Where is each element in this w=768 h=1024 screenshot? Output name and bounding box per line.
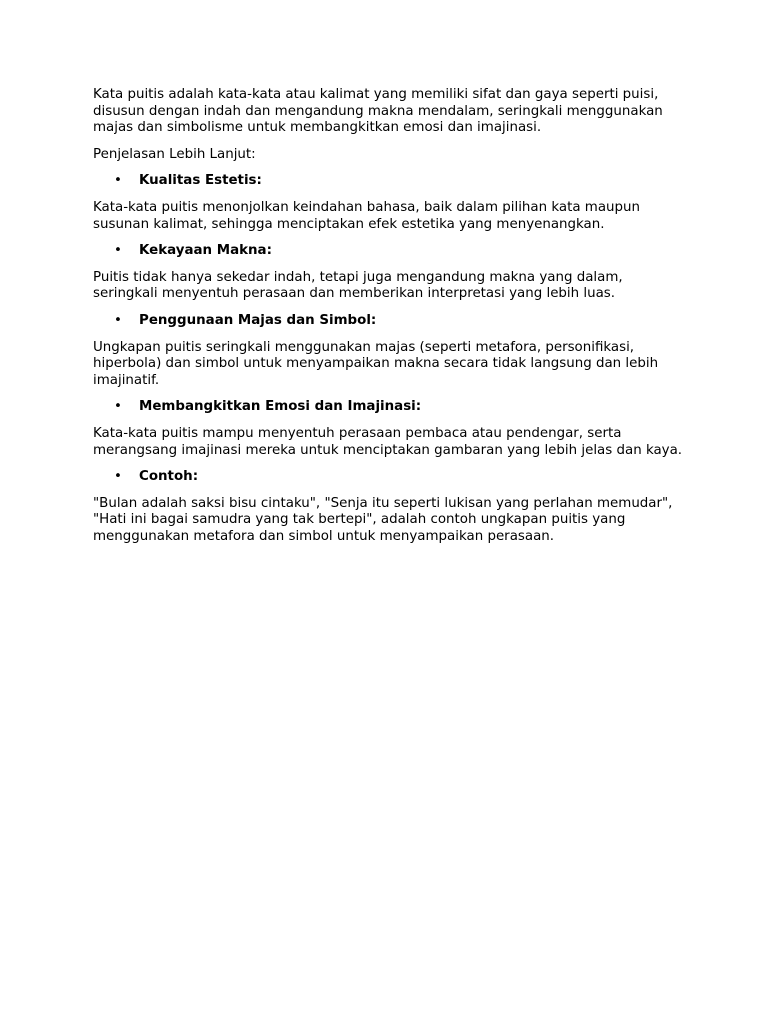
section-heading-text: Penggunaan Majas dan Simbol:	[139, 312, 377, 328]
section-heading-majas-simbol	[93, 313, 683, 330]
lead-paragraph: Penjelasan Lebih Lanjut:	[93, 146, 256, 162]
section-heading-text: Contoh:	[139, 469, 199, 485]
section-body-contoh: "Bulan adalah saksi bisu cintaku", "Senja itu seperti lukisan yang perlahan memudar", "Hati ini bagai samudra yang tak bertepi", adalah contoh ungkapan puitis yang menggunakan metafora dan simbol untuk menyampaikan perasaan.	[93, 495, 673, 544]
intro-paragraph: Kata puitis adalah kata-kata atau kalimat yang memiliki sifat dan gaya seperti puisi, disusun dengan indah dan mengandung makna mendalam, seringkali menggunakan majas dan simbolisme untuk membangkitkan emosi dan imajinasi.	[93, 87, 663, 136]
section-heading-contoh	[93, 469, 683, 486]
section-body-emosi-imajinasi: Kata-kata puitis mampu menyentuh perasaan pembaca atau pendengar, serta merangsang imajinasi mereka untuk menciptakan gambaran yang lebih jelas dan kaya.	[93, 425, 683, 458]
bullet-icon: •	[114, 399, 122, 415]
section-list-2	[93, 243, 683, 260]
section-heading-emosi-imajinasi	[93, 399, 683, 416]
bullet-icon: •	[114, 243, 122, 259]
section-list-5	[93, 469, 683, 486]
section-list-3	[93, 313, 683, 330]
section-heading-kekayaan-makna	[93, 243, 683, 260]
section-body-majas-simbol: Ungkapan puitis seringkali menggunakan majas (seperti metafora, personifikasi, hiperbola) dan simbol untuk menyampaikan makna secara tidak langsung dan lebih imajinatif.	[93, 339, 659, 388]
section-body-kualitas-estetis: Kata-kata puitis menonjolkan keindahan bahasa, baik dalam pilihan kata maupun susunan kalimat, sehingga menciptakan efek estetika yang menyenangkan.	[93, 199, 641, 232]
section-heading-text: Kualitas Estetis:	[139, 173, 262, 189]
bullet-icon: •	[114, 312, 122, 328]
section-heading-text: Membangkitkan Emosi dan Imajinasi:	[139, 399, 422, 415]
document-page	[93, 87, 683, 555]
section-heading-text: Kekayaan Makna:	[139, 243, 272, 259]
section-list-4	[93, 399, 683, 416]
bullet-icon: •	[114, 469, 122, 485]
section-heading-kualitas-estetis	[93, 173, 683, 190]
section-body-kekayaan-makna: Puitis tidak hanya sekedar indah, tetapi juga mengandung makna yang dalam, seringkali menyentuh perasaan dan memberikan interpretasi yang lebih luas.	[93, 269, 623, 302]
bullet-icon: •	[114, 173, 122, 189]
section-list-1	[93, 173, 683, 190]
